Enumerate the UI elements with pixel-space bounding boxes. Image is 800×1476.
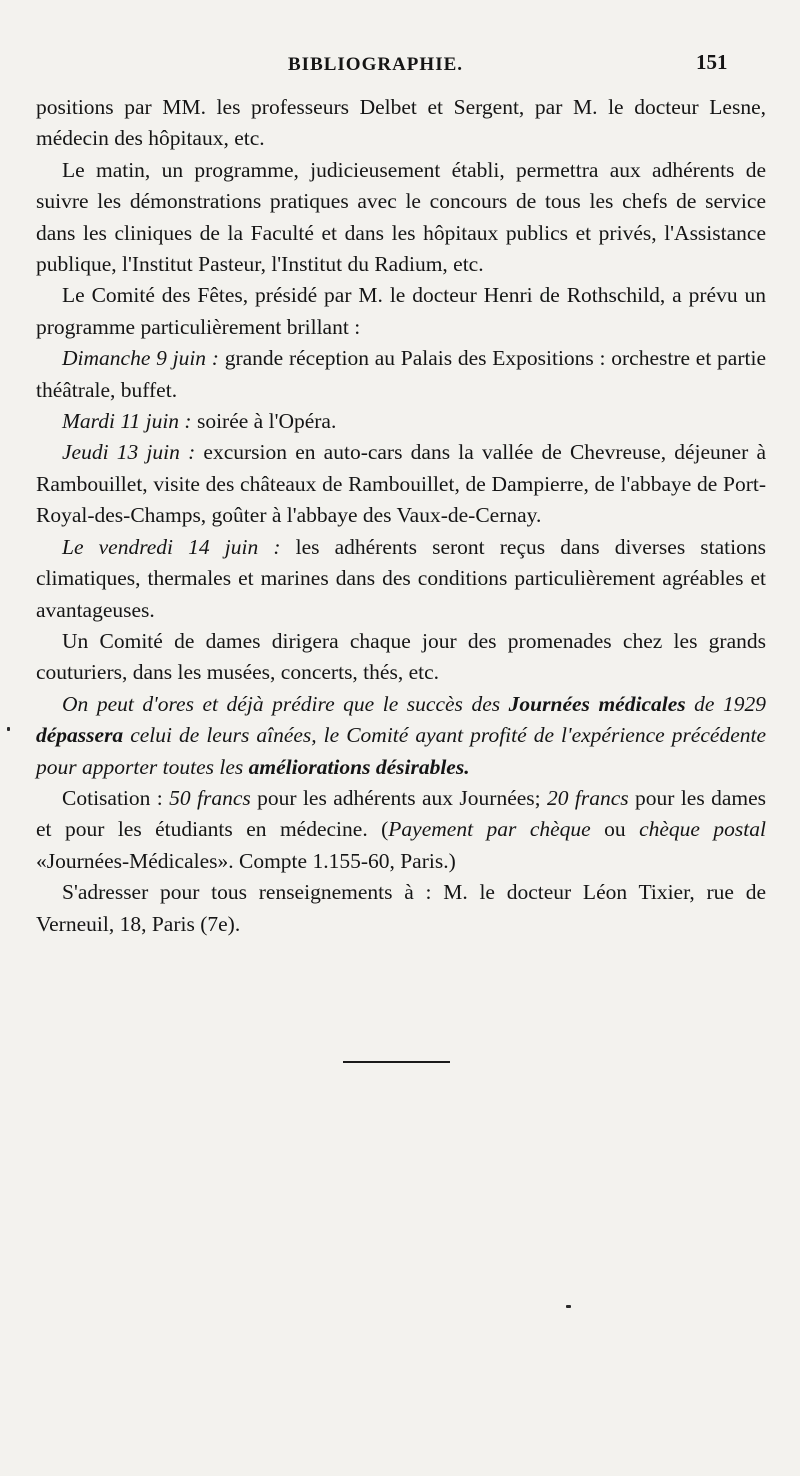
closing-rule	[343, 1061, 450, 1063]
prediction-text-d: dépassera	[36, 723, 124, 748]
ladies-committee-text: Un Comité de dames dirigera chaque jour des promenades chez les grands couturiers, dans les musées, concerts, thés, etc.	[36, 628, 766, 685]
contact-text: S'adresser pour tous renseignements à : M. le docteur Léon Tixier, rue de Verneuil, 18, Paris (7e).	[36, 880, 766, 936]
page-header	[0, 48, 800, 78]
postal-cheque: chèque postal	[639, 817, 766, 842]
paragraph-ladies-committee	[36, 626, 766, 689]
paragraph-1	[36, 92, 766, 155]
paragraph-3	[36, 280, 766, 343]
friday-text: les adhérents seront reçus dans diverses stations climatiques, thermales et marines dans des conditions particulièrement agréables et avantageuses.	[36, 534, 766, 622]
page-number: 151	[696, 50, 728, 74]
paragraph-prediction	[36, 689, 766, 783]
prediction-text-b: Journées médicales	[508, 691, 686, 716]
prediction-text-c: de 1929	[685, 691, 767, 716]
paragraph-thursday	[36, 437, 766, 531]
paragraph-3-text: Le Comité des Fêtes, présidé par M. le docteur Henri de Rothschild, a prévu un programme particulièrement brillant :	[36, 283, 766, 339]
prediction-text-a: On peut d'ores et déjà prédire que le succès des	[62, 691, 509, 716]
cotisation-amount-ladies: 20 francs	[547, 785, 629, 810]
cotisation-text-e: pour les dames et pour les étudiants en médecine. (	[36, 785, 767, 842]
paragraph-contact	[36, 877, 766, 940]
paragraph-friday	[36, 532, 766, 626]
friday-date-label: Le vendredi 14 juin :	[62, 534, 281, 559]
cotisation-text-c: pour les adhérents aux Journées;	[250, 785, 547, 810]
body-text	[36, 92, 766, 940]
sunday-text: grande réception au Palais des Expositions : orchestre et partie théâtrale, buffet.	[36, 346, 767, 402]
cotisation-text-i: «Journées-Médicales». Compte 1.155-60, Paris.)	[36, 848, 456, 873]
thursday-date-label: Jeudi 13 juin :	[62, 440, 196, 465]
paragraph-tuesday	[36, 406, 766, 437]
thursday-text: excursion en auto-cars dans la vallée de Chevreuse, déjeuner à Rambouillet, visite des châteaux de Rambouillet, de Dampierre, de l'abbaye de Port-Royal-des-Champs, goûter à l'abbaye des Vaux-de-Cernay.	[36, 440, 766, 528]
paragraph-cotisation	[36, 783, 766, 877]
sunday-date-label: Dimanche 9 juin :	[62, 346, 219, 371]
print-speck	[7, 727, 10, 731]
cotisation-text-g: ou	[590, 817, 640, 842]
payment-by-cheque: Payement par chèque	[388, 817, 591, 842]
cotisation-text-a: Cotisation :	[62, 785, 170, 810]
prediction-text-e: celui de leurs aînées, le Comité ayant profité de l'expérience précédente pour apporter toutes les	[36, 723, 766, 779]
cotisation-amount-members: 50 francs	[169, 785, 251, 810]
paragraph-sunday	[36, 343, 766, 406]
paragraph-2	[36, 155, 766, 281]
paragraph-1-text: positions par MM. les professeurs Delbet et Sergent, par M. le docteur Lesne, médecin des hôpitaux, etc.	[36, 95, 766, 151]
tuesday-text: soirée à l'Opéra.	[191, 409, 337, 434]
prediction-text-f: améliorations désirables.	[248, 754, 470, 779]
paragraph-2-text: Le matin, un programme, judicieusement établi, permettra aux adhérents de suivre les démonstrations pratiques avec le concours de tous les chefs de service dans les cliniques de la Faculté et dans les hôpitaux publics et privés, l'Assistance publique, l'Institut Pasteur, l'Institut du Radium, etc.	[36, 157, 766, 277]
running-title: BIBLIOGRAPHIE.	[288, 54, 464, 75]
print-speck	[566, 1305, 571, 1308]
tuesday-date-label: Mardi 11 juin :	[62, 409, 192, 434]
